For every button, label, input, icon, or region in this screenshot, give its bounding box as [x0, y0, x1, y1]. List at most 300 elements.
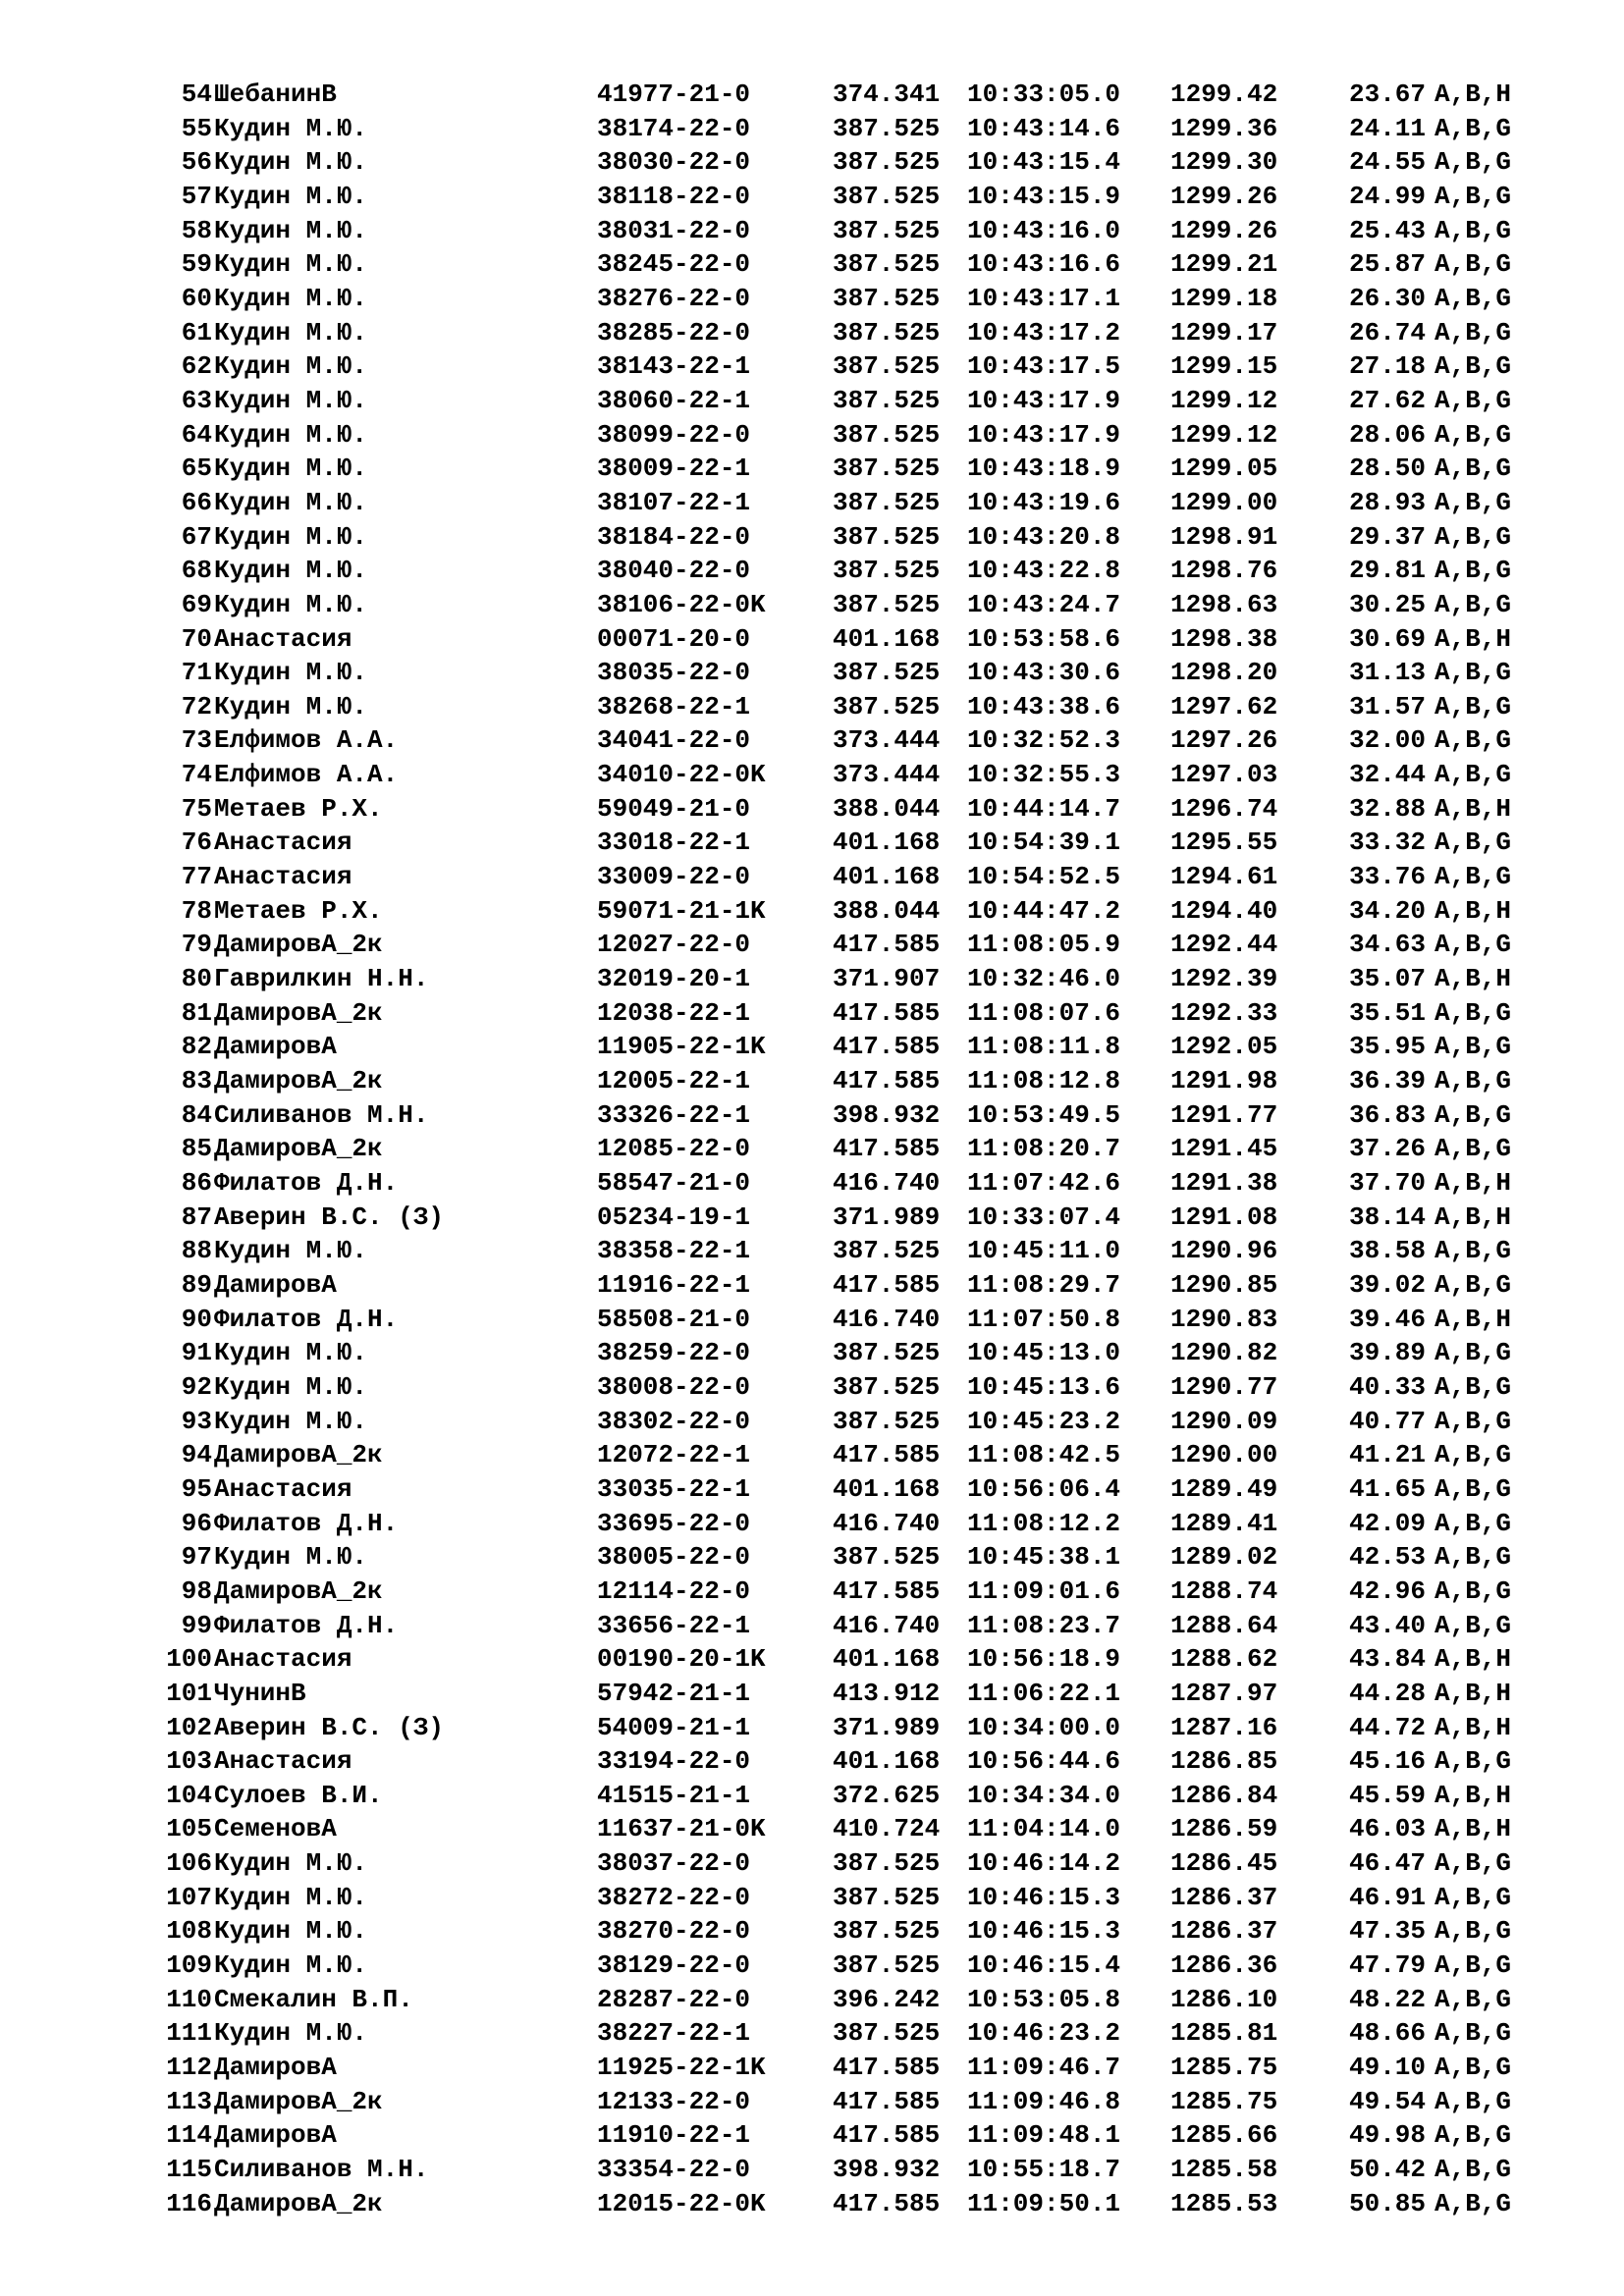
row-distance: 387.525	[833, 419, 941, 450]
row-categories: A,B,H	[1435, 1304, 1512, 1334]
row-categories: A,B,G	[1435, 658, 1512, 688]
row-speed: 1294.61	[1170, 862, 1278, 892]
row-participant: Анастасия	[214, 623, 352, 654]
row-position: 69	[181, 589, 212, 619]
row-participant: Кудин М.Ю.	[214, 1542, 368, 1573]
row-position: 95	[181, 1473, 212, 1504]
row-arrival-time: 10:43:15.4	[967, 147, 1121, 178]
row-coefficient: 23.67	[1348, 80, 1426, 109]
row-categories: A,B,G	[1435, 1746, 1512, 1777]
row-participant: ДамировА	[214, 1032, 337, 1062]
row-categories: A,B,G	[1435, 828, 1512, 858]
row-distance: 371.989	[833, 1201, 941, 1232]
row-position: 60	[181, 283, 212, 313]
row-speed: 1290.00	[1170, 1440, 1278, 1470]
row-position: 110	[166, 1984, 212, 2014]
row-speed: 1299.26	[1170, 181, 1278, 211]
row-coefficient: 31.13	[1348, 658, 1426, 688]
row-position: 111	[166, 2018, 212, 2049]
row-speed: 1299.05	[1170, 454, 1278, 484]
row-categories: A,B,G	[1435, 351, 1512, 382]
row-ring-number: 38008-22-0	[597, 1371, 751, 1402]
row-distance: 387.525	[833, 1406, 941, 1436]
row-coefficient: 25.43	[1348, 215, 1426, 245]
row-arrival-time: 11:08:05.9	[967, 930, 1121, 960]
row-speed: 1287.97	[1170, 1678, 1278, 1708]
row-arrival-time: 10:43:20.8	[967, 521, 1121, 552]
row-coefficient: 44.28	[1348, 1678, 1426, 1708]
row-ring-number: 00071-20-0	[597, 623, 751, 654]
row-participant: Анастасия	[214, 1473, 352, 1504]
row-categories: A,B,G	[1435, 1236, 1512, 1266]
row-ring-number: 59049-21-0	[597, 793, 751, 824]
row-position: 67	[181, 521, 212, 552]
row-position: 102	[166, 1712, 212, 1742]
row-position: 87	[181, 1201, 212, 1232]
row-speed: 1286.59	[1170, 1814, 1278, 1844]
row-ring-number: 41977-21-0	[597, 80, 751, 109]
row-distance: 387.525	[833, 1371, 941, 1402]
row-position: 77	[181, 862, 212, 892]
row-categories: A,B,G	[1435, 2018, 1512, 2049]
row-position: 55	[181, 113, 212, 143]
row-participant: Кудин М.Ю.	[214, 691, 368, 721]
row-position: 100	[166, 1644, 212, 1675]
row-distance: 401.168	[833, 1473, 941, 1504]
row-ring-number: 11905-22-1K	[597, 1032, 766, 1062]
row-ring-number: 38272-22-0	[597, 1882, 751, 1912]
row-speed: 1285.81	[1170, 2018, 1278, 2049]
row-ring-number: 34041-22-0	[597, 725, 751, 756]
row-position: 97	[181, 1542, 212, 1573]
row-coefficient: 28.06	[1348, 419, 1426, 450]
row-arrival-time: 10:53:49.5	[967, 1099, 1121, 1130]
row-ring-number: 05234-19-1	[597, 1201, 751, 1232]
row-categories: A,B,G	[1435, 2188, 1512, 2218]
row-participant: Елфимов А.А.	[214, 725, 399, 756]
row-participant: Кудин М.Ю.	[214, 317, 368, 347]
row-distance: 387.525	[833, 589, 941, 619]
row-categories: A,B,G	[1435, 691, 1512, 721]
row-speed: 1285.75	[1170, 2086, 1278, 2116]
row-ring-number: 58547-21-0	[597, 1168, 751, 1198]
row-ring-number: 38030-22-0	[597, 147, 751, 178]
row-arrival-time: 10:43:30.6	[967, 658, 1121, 688]
row-coefficient: 38.14	[1348, 1201, 1426, 1232]
row-participant: ДамировА_2к	[214, 2188, 383, 2218]
row-coefficient: 48.22	[1348, 1984, 1426, 2014]
row-participant: Кудин М.Ю.	[214, 249, 368, 280]
row-coefficient: 37.70	[1348, 1168, 1426, 1198]
row-coefficient: 24.11	[1348, 113, 1426, 143]
row-speed: 1292.39	[1170, 964, 1278, 994]
row-coefficient: 30.69	[1348, 623, 1426, 654]
row-participant: Кудин М.Ю.	[214, 181, 368, 211]
row-categories: A,B,G	[1435, 215, 1512, 245]
row-participant: Гаврилкин Н.Н.	[214, 964, 429, 994]
row-ring-number: 58508-21-0	[597, 1304, 751, 1334]
row-position: 61	[181, 317, 212, 347]
row-arrival-time: 10:43:22.8	[967, 556, 1121, 586]
row-coefficient: 35.51	[1348, 997, 1426, 1028]
row-distance: 387.525	[833, 556, 941, 586]
row-participant: Кудин М.Ю.	[214, 521, 368, 552]
row-distance: 387.525	[833, 147, 941, 178]
row-categories: A,B,G	[1435, 2086, 1512, 2116]
row-participant: Филатов Д.Н.	[214, 1508, 399, 1538]
row-speed: 1298.38	[1170, 623, 1278, 654]
row-coefficient: 46.91	[1348, 1882, 1426, 1912]
row-arrival-time: 10:45:13.6	[967, 1371, 1121, 1402]
row-distance: 401.168	[833, 828, 941, 858]
row-distance: 387.525	[833, 454, 941, 484]
row-arrival-time: 10:43:18.9	[967, 454, 1121, 484]
row-participant: Кудин М.Ю.	[214, 1236, 368, 1266]
row-ring-number: 33009-22-0	[597, 862, 751, 892]
row-arrival-time: 11:09:46.8	[967, 2086, 1121, 2116]
row-speed: 1286.37	[1170, 1916, 1278, 1947]
row-coefficient: 49.54	[1348, 2086, 1426, 2116]
row-speed: 1290.96	[1170, 1236, 1278, 1266]
row-categories: A,B,G	[1435, 1950, 1512, 1981]
row-ring-number: 38276-22-0	[597, 283, 751, 313]
row-distance: 401.168	[833, 862, 941, 892]
row-categories: A,B,H	[1435, 1168, 1512, 1198]
row-speed: 1292.33	[1170, 997, 1278, 1028]
row-arrival-time: 11:08:20.7	[967, 1134, 1121, 1164]
row-arrival-time: 10:45:38.1	[967, 1542, 1121, 1573]
row-ring-number: 38129-22-0	[597, 1950, 751, 1981]
row-arrival-time: 11:07:50.8	[967, 1304, 1121, 1334]
row-position: 115	[166, 2155, 212, 2185]
row-participant: Кудин М.Ю.	[214, 147, 368, 178]
row-distance: 387.525	[833, 1848, 941, 1879]
row-coefficient: 35.95	[1348, 1032, 1426, 1062]
row-position: 75	[181, 793, 212, 824]
row-speed: 1297.26	[1170, 725, 1278, 756]
row-distance: 387.525	[833, 1916, 941, 1947]
row-coefficient: 29.37	[1348, 521, 1426, 552]
row-arrival-time: 10:56:06.4	[967, 1473, 1121, 1504]
row-participant: ДамировА	[214, 1269, 337, 1300]
row-categories: A,B,G	[1435, 521, 1512, 552]
row-ring-number: 11910-22-1	[597, 2120, 751, 2151]
row-position: 82	[181, 1032, 212, 1062]
row-position: 105	[166, 1814, 212, 1844]
row-distance: 417.585	[833, 2120, 941, 2151]
row-position: 114	[166, 2120, 212, 2151]
row-ring-number: 38227-22-1	[597, 2018, 751, 2049]
row-coefficient: 28.50	[1348, 454, 1426, 484]
row-speed: 1290.82	[1170, 1338, 1278, 1368]
row-position: 70	[181, 623, 212, 654]
row-distance: 410.724	[833, 1814, 941, 1844]
row-position: 109	[166, 1950, 212, 1981]
row-position: 94	[181, 1440, 212, 1470]
row-coefficient: 39.46	[1348, 1304, 1426, 1334]
row-ring-number: 33656-22-1	[597, 1610, 751, 1640]
row-ring-number: 38031-22-0	[597, 215, 751, 245]
row-speed: 1298.76	[1170, 556, 1278, 586]
row-speed: 1291.38	[1170, 1168, 1278, 1198]
row-participant: ЧунинВ	[214, 1678, 306, 1708]
row-categories: A,B,G	[1435, 181, 1512, 211]
row-ring-number: 28287-22-0	[597, 1984, 751, 2014]
row-participant: Анастасия	[214, 862, 352, 892]
row-participant: Смекалин В.П.	[214, 1984, 413, 2014]
row-categories: A,B,H	[1435, 1814, 1512, 1844]
row-categories: A,B,H	[1435, 895, 1512, 926]
row-participant: Сулоев В.И.	[214, 1780, 383, 1810]
row-ring-number: 38005-22-0	[597, 1542, 751, 1573]
row-speed: 1287.16	[1170, 1712, 1278, 1742]
row-ring-number: 12114-22-0	[597, 1575, 751, 1606]
row-ring-number: 00190-20-1K	[597, 1644, 766, 1675]
row-categories: A,B,G	[1435, 1134, 1512, 1164]
row-ring-number: 38009-22-1	[597, 454, 751, 484]
row-arrival-time: 10:32:55.3	[967, 760, 1121, 790]
row-coefficient: 29.81	[1348, 556, 1426, 586]
row-ring-number: 38270-22-0	[597, 1916, 751, 1947]
row-arrival-time: 10:46:15.4	[967, 1950, 1121, 1981]
row-categories: A,B,G	[1435, 556, 1512, 586]
row-ring-number: 32019-20-1	[597, 964, 751, 994]
row-ring-number: 38259-22-0	[597, 1338, 751, 1368]
row-position: 79	[181, 930, 212, 960]
row-distance: 387.525	[833, 2018, 941, 2049]
row-ring-number: 33018-22-1	[597, 828, 751, 858]
row-coefficient: 48.66	[1348, 2018, 1426, 2049]
row-speed: 1286.45	[1170, 1848, 1278, 1879]
row-position: 116	[166, 2188, 212, 2218]
row-categories: A,B,H	[1435, 623, 1512, 654]
row-distance: 417.585	[833, 1269, 941, 1300]
row-arrival-time: 10:33:05.0	[967, 80, 1121, 109]
row-ring-number: 38268-22-1	[597, 691, 751, 721]
row-position: 90	[181, 1304, 212, 1334]
row-position: 103	[166, 1746, 212, 1777]
row-coefficient: 36.83	[1348, 1099, 1426, 1130]
row-arrival-time: 11:08:23.7	[967, 1610, 1121, 1640]
row-categories: A,B,G	[1435, 2053, 1512, 2083]
row-coefficient: 40.33	[1348, 1371, 1426, 1402]
row-arrival-time: 10:32:52.3	[967, 725, 1121, 756]
row-categories: A,B,G	[1435, 249, 1512, 280]
row-distance: 371.907	[833, 964, 941, 994]
row-participant: ДамировА_2к	[214, 1134, 383, 1164]
row-ring-number: 57942-21-1	[597, 1678, 751, 1708]
row-ring-number: 38184-22-0	[597, 521, 751, 552]
row-ring-number: 38143-22-1	[597, 351, 751, 382]
row-arrival-time: 10:54:39.1	[967, 828, 1121, 858]
row-categories: A,B,H	[1435, 1678, 1512, 1708]
row-position: 96	[181, 1508, 212, 1538]
row-categories: A,B,H	[1435, 80, 1512, 109]
row-ring-number: 33194-22-0	[597, 1746, 751, 1777]
row-arrival-time: 10:43:16.0	[967, 215, 1121, 245]
row-speed: 1291.45	[1170, 1134, 1278, 1164]
row-speed: 1299.15	[1170, 351, 1278, 382]
row-position: 81	[181, 997, 212, 1028]
row-participant: Елфимов А.А.	[214, 760, 399, 790]
row-arrival-time: 11:08:42.5	[967, 1440, 1121, 1470]
row-distance: 417.585	[833, 1134, 941, 1164]
row-speed: 1297.62	[1170, 691, 1278, 721]
row-coefficient: 42.09	[1348, 1508, 1426, 1538]
row-categories: A,B,G	[1435, 1610, 1512, 1640]
row-distance: 387.525	[833, 521, 941, 552]
row-arrival-time: 11:08:12.8	[967, 1066, 1121, 1096]
row-coefficient: 50.85	[1348, 2188, 1426, 2218]
row-participant: Кудин М.Ю.	[214, 2018, 368, 2049]
row-categories: A,B,G	[1435, 385, 1512, 415]
row-position: 62	[181, 351, 212, 382]
row-coefficient: 33.76	[1348, 862, 1426, 892]
row-categories: A,B,G	[1435, 1848, 1512, 1879]
row-distance: 371.989	[833, 1712, 941, 1742]
row-speed: 1299.36	[1170, 113, 1278, 143]
row-categories: A,B,G	[1435, 419, 1512, 450]
row-distance: 401.168	[833, 1644, 941, 1675]
row-distance: 388.044	[833, 793, 941, 824]
row-arrival-time: 10:44:47.2	[967, 895, 1121, 926]
row-categories: A,B,G	[1435, 1440, 1512, 1470]
row-ring-number: 12133-22-0	[597, 2086, 751, 2116]
row-arrival-time: 11:09:01.6	[967, 1575, 1121, 1606]
row-participant: Кудин М.Ю.	[214, 487, 368, 517]
row-distance: 387.525	[833, 215, 941, 245]
row-position: 106	[166, 1848, 212, 1879]
row-distance: 417.585	[833, 997, 941, 1028]
row-distance: 387.525	[833, 351, 941, 382]
row-participant: ШебанинВ	[214, 80, 337, 109]
row-coefficient: 26.30	[1348, 283, 1426, 313]
row-arrival-time: 11:08:29.7	[967, 1269, 1121, 1300]
row-arrival-time: 10:32:46.0	[967, 964, 1121, 994]
row-distance: 417.585	[833, 2086, 941, 2116]
row-speed: 1286.36	[1170, 1950, 1278, 1981]
row-distance: 416.740	[833, 1508, 941, 1538]
row-distance: 387.525	[833, 658, 941, 688]
row-position: 57	[181, 181, 212, 211]
row-ring-number: 11925-22-1K	[597, 2053, 766, 2083]
row-distance: 398.932	[833, 2155, 941, 2185]
row-ring-number: 11916-22-1	[597, 1269, 751, 1300]
row-participant: Анастасия	[214, 1644, 352, 1675]
row-categories: A,B,G	[1435, 930, 1512, 960]
row-arrival-time: 10:45:13.0	[967, 1338, 1121, 1368]
row-ring-number: 38106-22-0K	[597, 589, 766, 619]
row-ring-number: 38285-22-0	[597, 317, 751, 347]
row-arrival-time: 11:04:14.0	[967, 1814, 1121, 1844]
row-position: 80	[181, 964, 212, 994]
row-arrival-time: 11:09:46.7	[967, 2053, 1121, 2083]
row-coefficient: 27.62	[1348, 385, 1426, 415]
row-position: 108	[166, 1916, 212, 1947]
row-ring-number: 38099-22-0	[597, 419, 751, 450]
row-distance: 417.585	[833, 1440, 941, 1470]
row-coefficient: 49.98	[1348, 2120, 1426, 2151]
row-participant: Анастасия	[214, 1746, 352, 1777]
row-distance: 373.444	[833, 760, 941, 790]
row-categories: A,B,G	[1435, 1269, 1512, 1300]
row-position: 112	[166, 2053, 212, 2083]
row-coefficient: 35.07	[1348, 964, 1426, 994]
row-speed: 1286.85	[1170, 1746, 1278, 1777]
row-categories: A,B,G	[1435, 1338, 1512, 1368]
row-coefficient: 50.42	[1348, 2155, 1426, 2185]
row-position: 83	[181, 1066, 212, 1096]
row-speed: 1299.00	[1170, 487, 1278, 517]
row-participant: ДамировА_2к	[214, 2086, 383, 2116]
row-categories: A,B,G	[1435, 454, 1512, 484]
row-speed: 1299.42	[1170, 80, 1278, 109]
row-participant: Метаев Р.Х.	[214, 895, 383, 926]
row-ring-number: 38174-22-0	[597, 113, 751, 143]
row-categories: A,B,H	[1435, 1201, 1512, 1232]
row-arrival-time: 10:43:17.9	[967, 419, 1121, 450]
row-ring-number: 12005-22-1	[597, 1066, 751, 1096]
row-ring-number: 33695-22-0	[597, 1508, 751, 1538]
row-arrival-time: 10:43:16.6	[967, 249, 1121, 280]
row-coefficient: 47.35	[1348, 1916, 1426, 1947]
row-coefficient: 25.87	[1348, 249, 1426, 280]
row-ring-number: 38118-22-0	[597, 181, 751, 211]
row-distance: 417.585	[833, 1032, 941, 1062]
row-categories: A,B,G	[1435, 1371, 1512, 1402]
row-coefficient: 45.59	[1348, 1780, 1426, 1810]
row-categories: A,B,G	[1435, 1882, 1512, 1912]
row-coefficient: 46.47	[1348, 1848, 1426, 1879]
row-participant: ДамировА_2к	[214, 1575, 383, 1606]
row-participant: Кудин М.Ю.	[214, 419, 368, 450]
row-categories: A,B,G	[1435, 862, 1512, 892]
row-distance: 387.525	[833, 385, 941, 415]
row-ring-number: 33035-22-1	[597, 1473, 751, 1504]
row-arrival-time: 10:46:14.2	[967, 1848, 1121, 1879]
row-position: 58	[181, 215, 212, 245]
row-speed: 1290.77	[1170, 1371, 1278, 1402]
row-speed: 1299.12	[1170, 385, 1278, 415]
row-ring-number: 38060-22-1	[597, 385, 751, 415]
row-distance: 387.525	[833, 181, 941, 211]
row-coefficient: 32.44	[1348, 760, 1426, 790]
row-categories: A,B,G	[1435, 2155, 1512, 2185]
row-ring-number: 38245-22-0	[597, 249, 751, 280]
row-participant: Кудин М.Ю.	[214, 283, 368, 313]
row-coefficient: 33.32	[1348, 828, 1426, 858]
row-arrival-time: 10:33:07.4	[967, 1201, 1121, 1232]
row-speed: 1292.44	[1170, 930, 1278, 960]
row-arrival-time: 10:43:15.9	[967, 181, 1121, 211]
row-speed: 1291.98	[1170, 1066, 1278, 1096]
row-arrival-time: 10:43:38.6	[967, 691, 1121, 721]
row-distance: 387.525	[833, 317, 941, 347]
row-speed: 1291.77	[1170, 1099, 1278, 1130]
row-speed: 1299.12	[1170, 419, 1278, 450]
row-arrival-time: 11:08:12.2	[967, 1508, 1121, 1538]
row-arrival-time: 10:43:17.9	[967, 385, 1121, 415]
row-participant: СеменовА	[214, 1814, 337, 1844]
row-speed: 1298.20	[1170, 658, 1278, 688]
row-arrival-time: 10:53:05.8	[967, 1984, 1121, 2014]
row-distance: 416.740	[833, 1168, 941, 1198]
row-categories: A,B,G	[1435, 1575, 1512, 1606]
row-distance: 374.341	[833, 80, 941, 109]
row-position: 74	[181, 760, 212, 790]
row-ring-number: 38107-22-1	[597, 487, 751, 517]
row-position: 68	[181, 556, 212, 586]
